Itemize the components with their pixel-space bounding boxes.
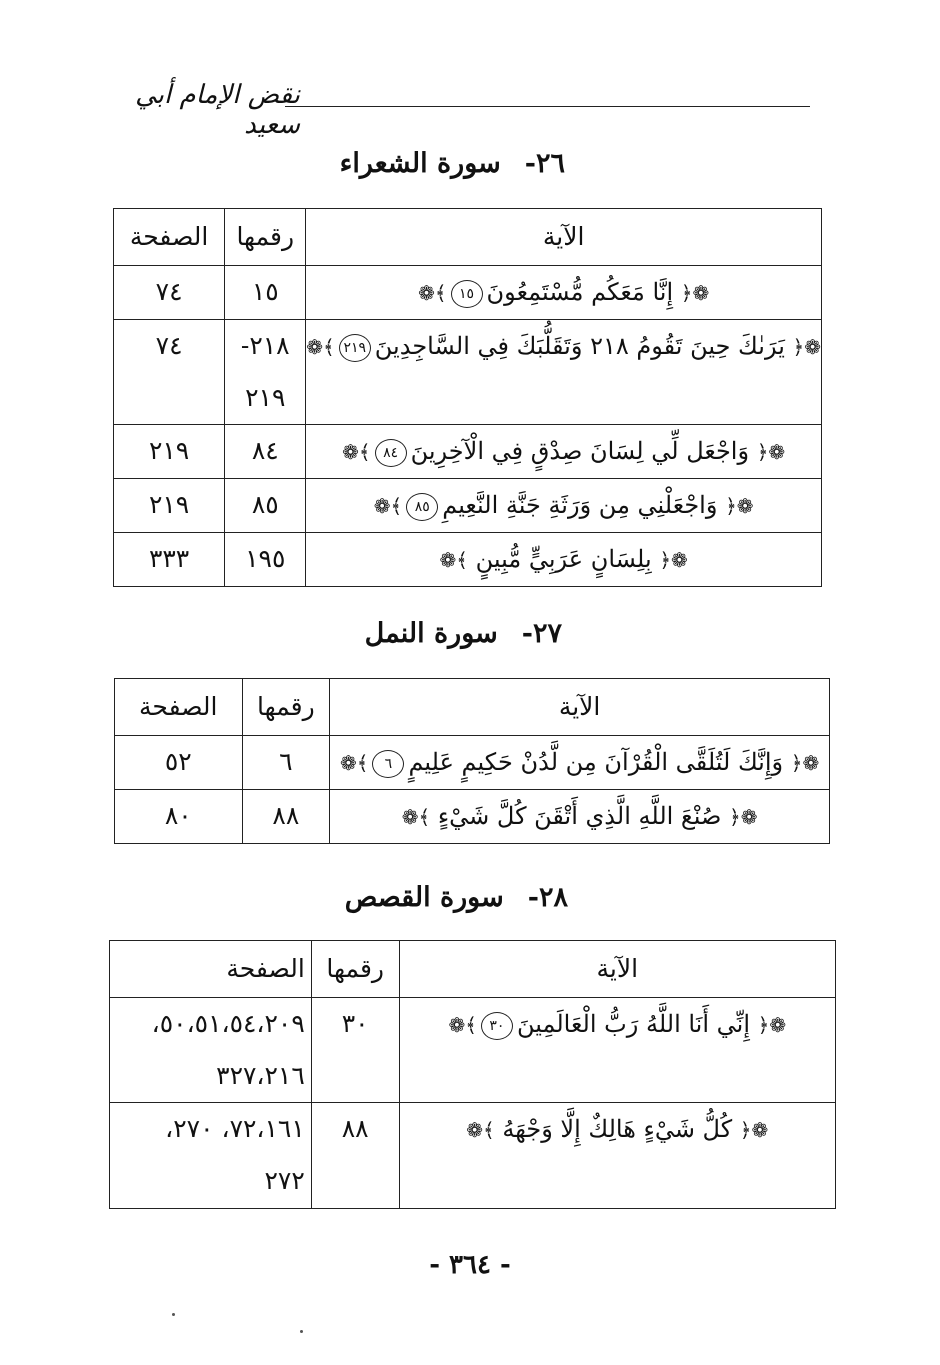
verse-number: ٢١٨- [240, 331, 290, 360]
section-name: سورة النمل [364, 618, 498, 649]
section-number: ٢٦- [524, 148, 565, 179]
page-ref-cont: ٢٧٢ [264, 1166, 305, 1195]
page-ref: ٧٤ [155, 331, 183, 360]
verse-mark: ٨٥ [406, 493, 438, 521]
table-row: ❁﴿ إِنِّي أَنَا اللَّهُ رَبُّ الْعَالَمِينَ٣٠﴾❁ ٣٠ ٥٠،٥١،٥٤،٢٠٩، ٣٢٧،٢١٦ [110, 998, 836, 1103]
page-ref: ٥٠،٥١،٥٤،٢٠٩، [151, 1009, 305, 1038]
table-row: ❁﴿ يَرَىٰكَ حِينَ تَقُومُ ٢١٨ وَتَقَلُّبَكَ فِي السَّاجِدِينَ٢١٩﴾❁ ٢١٨- ٢١٩ ٧٤ [114, 320, 822, 425]
aya-text: بِلِسَانٍ عَرَبِيٍّ مُّبِينٍ [475, 545, 652, 573]
page-ref: ٥٢ [164, 747, 192, 776]
aya-text: كُلُّ شَيْءٍ هَالِكٌ إِلَّا وَجْهَهُ [502, 1115, 733, 1143]
scan-speck [172, 1313, 175, 1316]
header-rule [285, 106, 810, 107]
verse-mark: ١٥ [451, 280, 483, 308]
section-name: سورة الشعراء [339, 148, 501, 179]
table-row: ❁﴿ صُنْعَ اللَّهِ الَّذِي أَتْقَنَ كُلَّ شَيْءٍ ﴾❁ ٨٨ ٨٠ [115, 790, 830, 844]
page-ref: ٣٣٣ [148, 544, 190, 573]
aya-text: وَإِنَّكَ لَتُلَقَّى الْقُرْآنَ مِن لَّدُنْ حَكِيمٍ عَلِيمٍ [408, 748, 784, 776]
section-number: ٢٨- [527, 882, 568, 913]
page-number: - ٣٦٤ - [429, 1250, 511, 1280]
page-ref: ٧٢،١٦١، ٢٧٠، [165, 1114, 305, 1143]
verse-number: ٣٠ [341, 1009, 369, 1038]
header-page: الصفحة [115, 679, 243, 736]
verse-number: ٨٨ [341, 1114, 369, 1143]
section-heading [340, 148, 565, 179]
header-number: رقمها [242, 679, 330, 736]
verse-mark: ٨٤ [375, 439, 407, 467]
index-table [113, 208, 822, 587]
verse-number-cont: ٢١٩ [245, 383, 286, 412]
aya-text: إِنَّا مَعَكُم مُّسْتَمِعُونَ [486, 278, 674, 306]
page-ref: ٢١٩ [148, 436, 190, 465]
header-number: رقمها [311, 941, 399, 998]
page-ref: ٧٤ [155, 277, 183, 306]
verse-number: ١٩٥ [245, 544, 286, 573]
aya-text: وَاجْعَلْنِي مِن وَرَثَةِ جَنَّةِ النَّعِيمِ [442, 491, 718, 519]
header-page: الصفحة [110, 941, 312, 998]
header-aya: الآية [330, 679, 830, 736]
verse-mark: ٦ [372, 750, 404, 778]
verse-number: ٨٨ [272, 801, 300, 830]
page-ref-cont: ٣٢٧،٢١٦ [216, 1061, 305, 1090]
verse-number: ١٥ [251, 277, 279, 306]
table-row: ❁﴿ وَإِنَّكَ لَتُلَقَّى الْقُرْآنَ مِن لَّدُنْ حَكِيمٍ عَلِيمٍ٦﴾❁ ٦ ٥٢ [115, 736, 830, 790]
index-table [114, 678, 830, 844]
verse-number: ٦ [279, 747, 293, 776]
header-aya: الآية [399, 941, 835, 998]
table-row: ❁﴿ وَاجْعَلْنِي مِن وَرَثَةِ جَنَّةِ النَّعِيمِ٨٥﴾❁ ٨٥ ٢١٩ [114, 479, 822, 533]
aya-text: صُنْعَ اللَّهِ الَّذِي أَتْقَنَ كُلَّ شَيْءٍ [437, 802, 722, 830]
table-row: ❁﴿ وَاجْعَل لِّي لِسَانَ صِدْقٍ فِي الْآخِرِينَ٨٤﴾❁ ٨٤ ٢١٩ [114, 425, 822, 479]
verse-number: ٨٥ [251, 490, 279, 519]
aya-text: إِنِّي أَنَا اللَّهُ رَبُّ الْعَالَمِينَ [516, 1010, 751, 1038]
section-heading [365, 618, 562, 649]
aya-text: وَاجْعَل لِّي لِسَانَ صِدْقٍ فِي الْآخِرِينَ [410, 437, 750, 465]
section-number: ٢٧- [521, 618, 562, 649]
page-ref: ٢١٩ [148, 490, 190, 519]
table-row: ❁﴿ كُلُّ شَيْءٍ هَالِكٌ إِلَّا وَجْهَهُ ﴾❁ ٨٨ ٧٢،١٦١، ٢٧٠، ٢٧٢ [110, 1103, 836, 1209]
section-heading [345, 882, 568, 913]
table-row: ❁﴿ إِنَّا مَعَكُم مُّسْتَمِعُونَ١٥﴾❁ ١٥ ٧٤ [114, 266, 822, 320]
header-number: رقمها [225, 209, 306, 266]
verse-number: ٨٤ [251, 436, 279, 465]
page-ref: ٨٠ [164, 801, 192, 830]
verse-mark: ٣٠ [481, 1012, 513, 1040]
scan-speck [300, 1330, 303, 1333]
section-name: سورة القصص [344, 882, 504, 913]
header-aya: الآية [306, 209, 822, 266]
table-row: ❁﴿ بِلِسَانٍ عَرَبِيٍّ مُّبِينٍ ﴾❁ ١٩٥ ٣٣٣ [114, 533, 822, 587]
header-page: الصفحة [114, 209, 225, 266]
verse-mark: ٢١٩ [339, 334, 371, 362]
running-header-title: نقض الإمام أبي سعيد [135, 80, 300, 140]
aya-text: يَرَىٰكَ حِينَ تَقُومُ ٢١٨ وَتَقَلُّبَكَ فِي السَّاجِدِينَ [374, 332, 785, 360]
index-table [109, 940, 836, 1209]
